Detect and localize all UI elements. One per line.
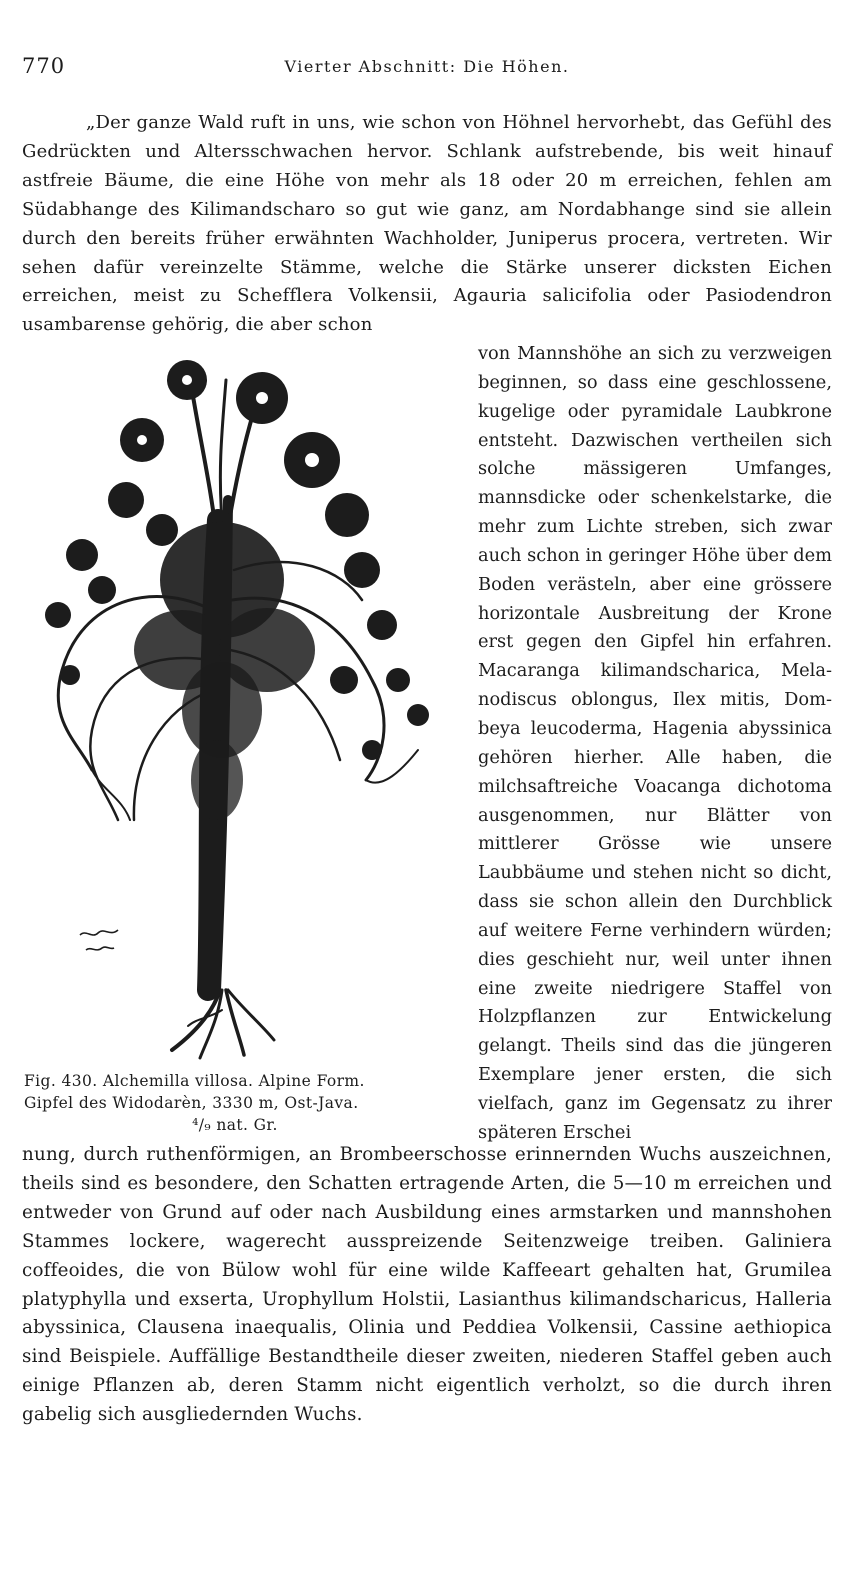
caption-line-3: ⁴/₉ nat. Gr. (192, 1116, 278, 1134)
caption-line-1: Fig. 430. Alchemilla villosa. Alpine Form. (24, 1072, 365, 1090)
figure-caption (24, 1070, 446, 1136)
paragraph-opening: „Der ganze Wald ruft in uns, wie schon von Höhnel hervorhebt, das Gefühl des Gedrückten und Altersschwachen hervor. Schlank aufstrebende, bis weit hinauf astfreie Bäume, die eine Höhe von mehr als 18 oder 20 m erreichen, fehlen am Südabhange des Kilimandscharo so gut wie ganz, am Nordabhange sind sie allein durch den bereits früher erwähnten Wachholder, Juniperus procera, vertreten. Wir sehen dafür vereinzelte Stämme, welche die Stärke unserer dicksten Eichen erreichen, meist zu Schefflera Volkensii, Agauria salicifolia oder Pasiodendron usambarense gehörig, die aber schon (22, 112, 832, 336)
running-head: Vierter Abschnitt: Die Höhen. (284, 57, 570, 76)
figure-alchemilla (22, 350, 452, 1070)
body-text-top (22, 109, 832, 340)
body-text-right-column: von Mannshöhe an sich zu verzweigen beginnen, so dass eine geschlossene, kugelige oder pyramidale Laubkrone entsteht. Dazwischen vertheilen sich solche mässigeren Umfanges, mannsdicke oder schenkelstarke, die mehr zum Lichte streben, sich zwar auch schon in geringer Höhe über dem Boden verästeln, aber eine grössere horizontale Ausbreitung der Krone erst gegen den Gipfel hin erfahren. Macaranga kilimandscharica, Melanodiscus oblongus, Ilex mitis, Dombeya leucoderma, Hagenia abyssinica gehören hierher. Alle haben, die milchsaftreiche Voacanga dichotoma ausgenommen, nur Blätter von mittlerer Grösse wie unsere Laubbäume und stehen nicht so dicht, dass sie schon allein den Durchblick auf weitere Ferne verhindern würden; dies geschieht nur, weil unter ihnen eine zweite niedrigere Staffel von Holzpflanzen zur Entwickelung gelangt. Theils sind das die jüngeren Exemplare jener ersten, die sich vielfach, ganz im Gegensatz zu ihrer späteren Erschei (478, 343, 832, 1143)
caption-line-2: Gipfel des Widodarèn, 3330 m, Ost-Java. (24, 1094, 359, 1112)
alchemilla-plant-drawing-icon (22, 350, 452, 1070)
body-text-bottom: nung, durch ruthenförmigen, an Brombeerschosse erinnernden Wuchs auszeichnen, theils sind es besondere, den Schatten ertragende Arten, die 5—10 m erreichen und entweder von Grund auf oder nach Ausbildung eines armstarken und mannshohen Stammes lockere, wagerecht ausspreizende Seitenzweige treiben. Galiniera coffeoides, die von Bülow wohl für eine wilde Kaffeeart gehalten hat, Grumilea platyphylla und exserta, Urophyllum Holstii, Lasianthus kilimandscharicus, Halleria abyssinica, Clausena inaequalis, Olinia und Peddiea Volkensii, Cassine aethiopica sind Beispiele. Auffällige Bestandtheile dieser zweiten, niederen Staffel geben auch einige Pflanzen ab, deren Stamm nicht eigentlich verholzt, so die durch ihren gabelig sich ausgliedernden Wuchs. (22, 1144, 832, 1426)
page-number: 770 (22, 54, 66, 78)
page-header (22, 54, 832, 84)
